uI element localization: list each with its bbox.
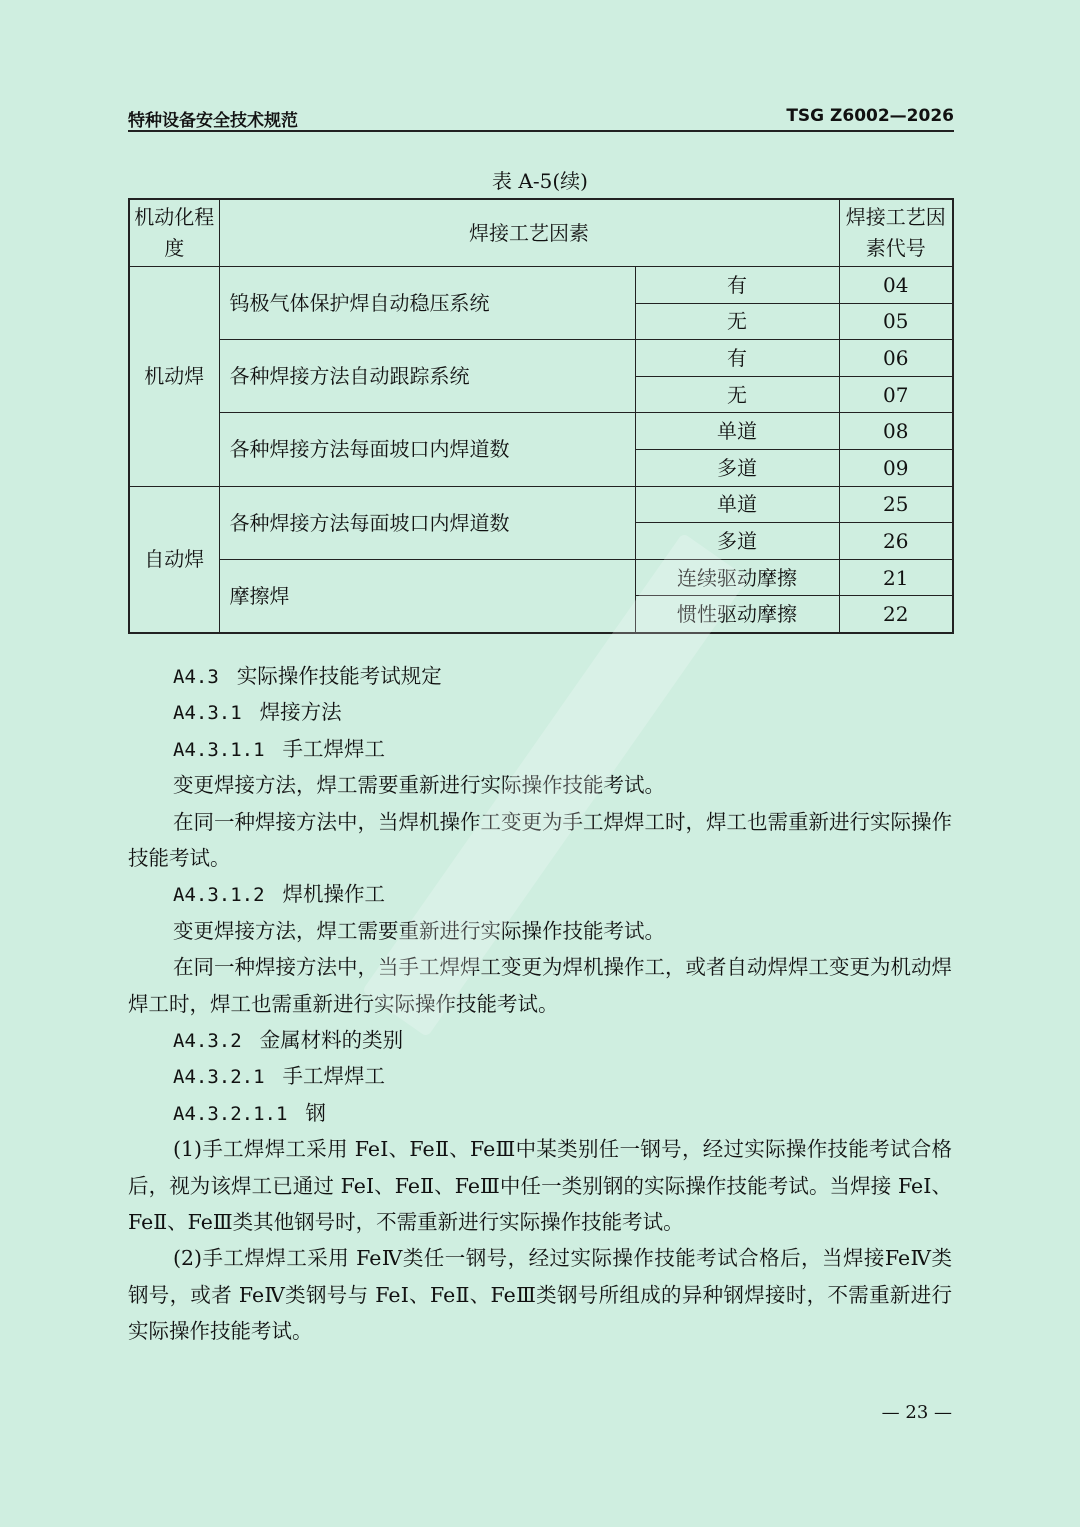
- clause-number: A4.3.2: [173, 1030, 242, 1052]
- table-row: [129, 413, 953, 450]
- clause-number: A4.3.2.1: [173, 1066, 265, 1089]
- welding-factor-table: [128, 198, 954, 634]
- clause-number: A4.3.1.1: [173, 738, 265, 761]
- running-header: [128, 100, 954, 132]
- clause-heading-a43211: [128, 1095, 952, 1131]
- clause-heading-a4312: [128, 876, 952, 912]
- option-cell: 单道: [635, 413, 839, 450]
- clause-body: [128, 658, 952, 1350]
- clause-number: A4.3.1.2: [173, 884, 265, 907]
- clause-number: A4.3.2.1.1: [173, 1102, 288, 1125]
- clause-number: A4.3.1: [173, 702, 242, 725]
- option-cell: 连续驱动摩擦: [635, 559, 839, 596]
- clause-heading-a4321: [128, 1058, 952, 1094]
- factor-cell: 各种焊接方法每面坡口内焊道数: [219, 413, 635, 486]
- option-cell: 多道: [635, 449, 839, 486]
- clause-title: 钢: [305, 1100, 326, 1125]
- table-caption: 表 A-5(续): [492, 169, 588, 193]
- option-cell: 惯性驱动摩擦: [635, 596, 839, 633]
- code-cell: 04: [839, 267, 953, 304]
- paragraph: (1)手工焊焊工采用 FeⅠ、FeⅡ、FeⅢ中某类别任一钢号，经过实际操作技能考试合格后，视为该焊工已通过 FeⅠ、FeⅡ、FeⅢ中任一类别钢的实际操作技能考试。当焊接 FeⅠ、FeⅡ、FeⅢ类其他钢号时，不需重新进行实际操作技能考试。: [128, 1137, 952, 1234]
- clause-title: 手工焊焊工: [282, 1064, 386, 1089]
- paragraph: 变更焊接方法，焊工需要重新进行实际操作技能考试。: [173, 918, 665, 943]
- col-header-degree: 机动化程度: [129, 199, 219, 267]
- clause-title: 金属材料的类别: [259, 1028, 404, 1052]
- clause-heading-a431: [128, 694, 952, 730]
- table-row: [129, 340, 953, 377]
- code-cell: 08: [839, 413, 953, 450]
- option-cell: 多道: [635, 523, 839, 560]
- col-header-factor: 焊接工艺因素: [219, 199, 839, 267]
- table-row: [129, 559, 953, 596]
- code-cell: 06: [839, 340, 953, 377]
- code-cell: 09: [839, 449, 953, 486]
- option-cell: 有: [635, 340, 839, 377]
- code-cell: 26: [839, 523, 953, 560]
- table-header-row: [129, 199, 953, 267]
- header-standard-code: TSG Z6002—2026: [786, 106, 954, 126]
- option-cell: 有: [635, 267, 839, 304]
- factor-cell: 各种焊接方法自动跟踪系统: [219, 340, 635, 413]
- page-number: — 23 —: [881, 1402, 952, 1423]
- clause-title: 实际操作技能考试规定: [236, 664, 442, 688]
- factor-cell: 钨极气体保护焊自动稳压系统: [219, 267, 635, 340]
- degree-cell: 自动焊: [129, 486, 219, 633]
- paragraph: 在同一种焊接方法中，当手工焊焊工变更为焊机操作工，或者自动焊焊工变更为机动焊焊工时，焊工也需重新进行实际操作技能考试。: [128, 955, 952, 1016]
- paragraph: (2)手工焊焊工采用 FeⅣ类任一钢号，经过实际操作技能考试合格后，当焊接FeⅣ类钢号，或者 FeⅣ类钢号与 FeⅠ、FeⅡ、FeⅢ类钢号所组成的异种钢焊接时，不需重新进行实际操作技能考试。: [128, 1246, 952, 1344]
- factor-cell: 摩擦焊: [219, 559, 635, 633]
- paragraph: 在同一种焊接方法中，当焊机操作工变更为手工焊焊工时，焊工也需重新进行实际操作技能考试。: [128, 809, 952, 870]
- table-row: [129, 486, 953, 523]
- table-row: [129, 267, 953, 304]
- code-cell: 07: [839, 376, 953, 413]
- clause-title: 手工焊焊工: [282, 736, 386, 761]
- code-cell: 21: [839, 559, 953, 596]
- factor-cell: 各种焊接方法每面坡口内焊道数: [219, 486, 635, 559]
- option-cell: 无: [635, 303, 839, 340]
- option-cell: 无: [635, 376, 839, 413]
- degree-cell: 机动焊: [129, 267, 219, 487]
- paragraph: 变更焊接方法，焊工需要重新进行实际操作技能考试。: [173, 773, 665, 798]
- col-header-code: 焊接工艺因素代号: [839, 199, 953, 267]
- clause-title: 焊机操作工: [282, 882, 386, 907]
- clause-heading-a432: [128, 1022, 952, 1058]
- clause-number: A4.3: [173, 666, 219, 688]
- clause-title: 焊接方法: [259, 700, 342, 725]
- code-cell: 22: [839, 596, 953, 633]
- code-cell: 05: [839, 303, 953, 340]
- clause-heading-a4311: [128, 731, 952, 767]
- header-title: 特种设备安全技术规范: [128, 111, 298, 131]
- option-cell: 单道: [635, 486, 839, 523]
- clause-heading-a43: [128, 658, 952, 694]
- code-cell: 25: [839, 486, 953, 523]
